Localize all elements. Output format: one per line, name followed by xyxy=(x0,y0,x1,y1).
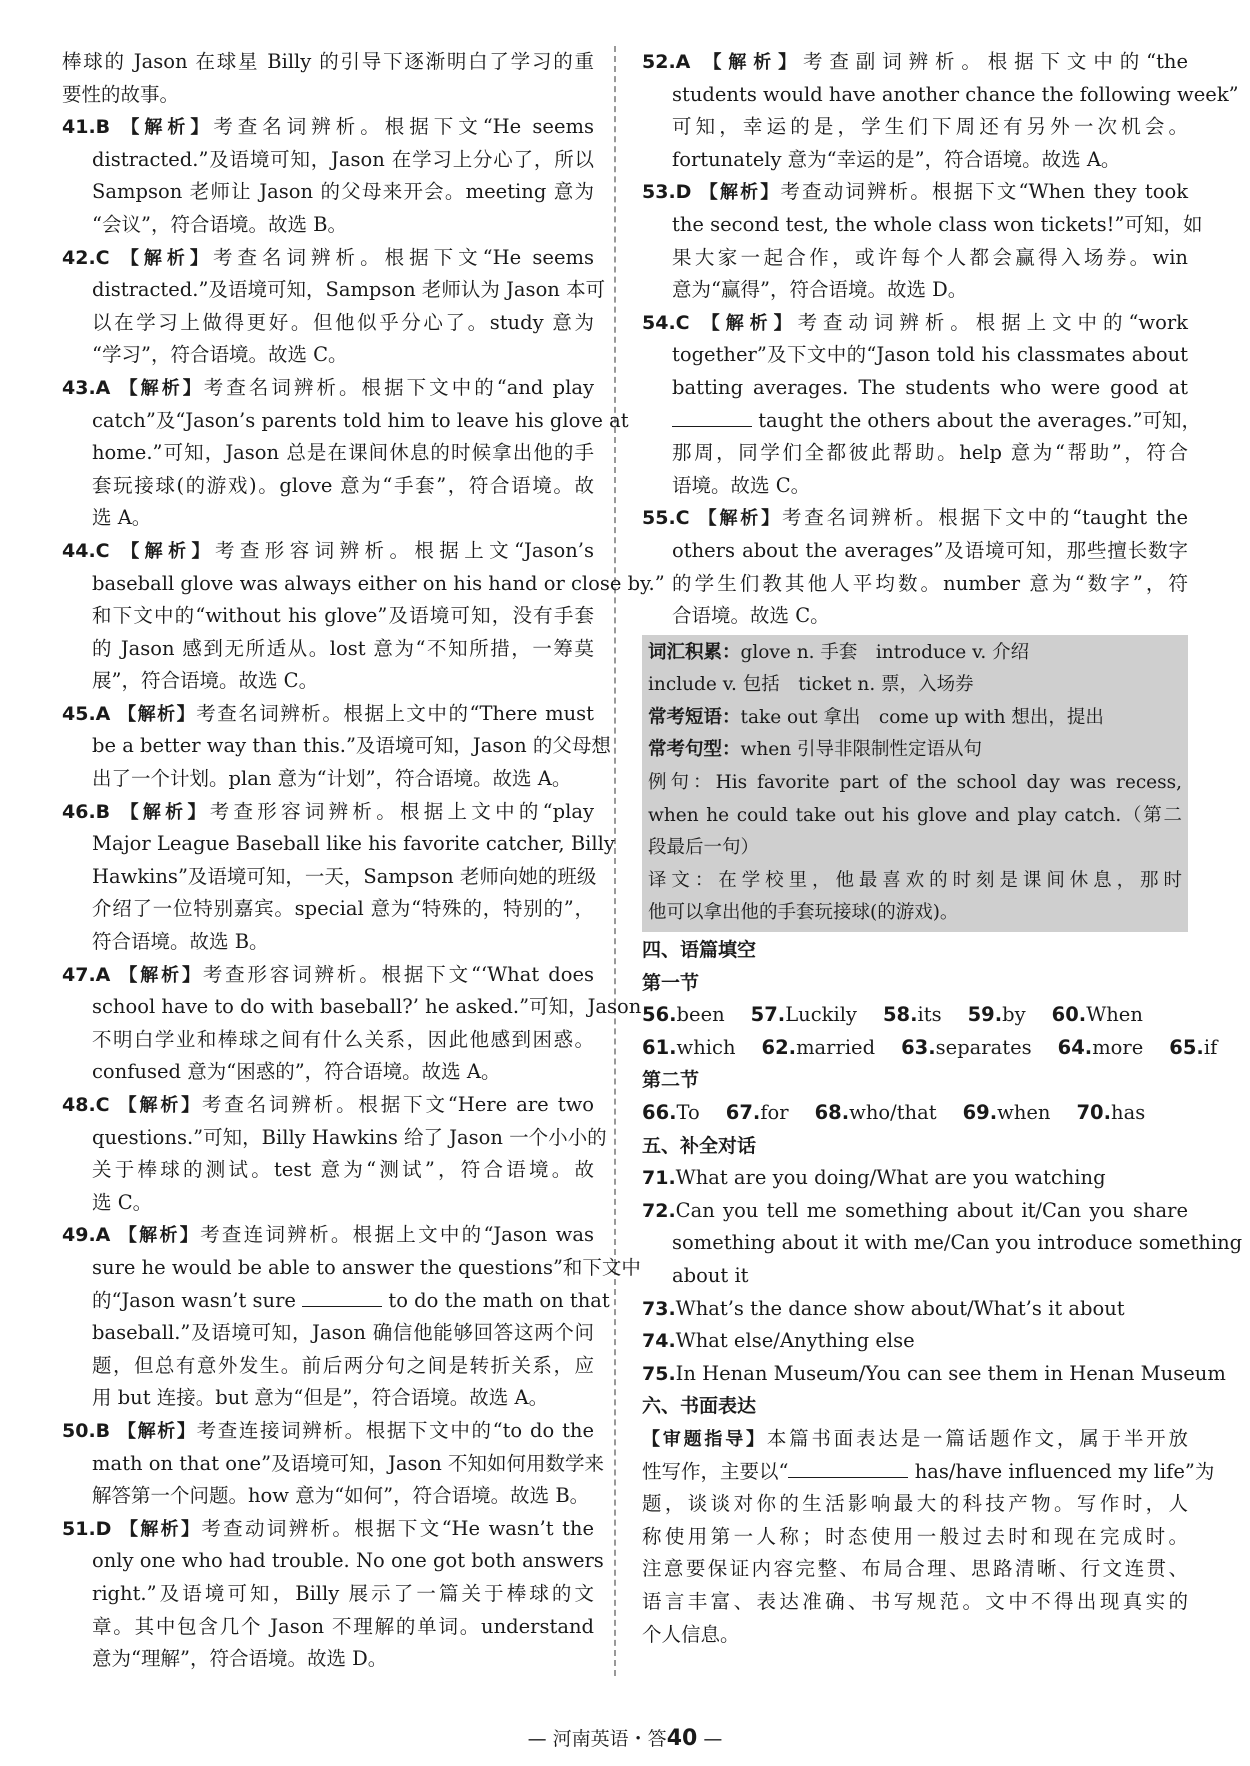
vocab-line: 常考句型：when 引导非限制性定语从句 xyxy=(648,739,983,761)
item-line: 语境。故选 C。 xyxy=(672,473,811,497)
item-number: 44.C xyxy=(62,539,110,562)
item-line: 的学生们教其他人平均数。number 意为“数字”，符 xyxy=(672,571,1188,595)
dialog-answer: 74.What else/Anything else xyxy=(642,1329,915,1353)
item-line: confused 意为“困惑的”，符合语境。故选 A。 xyxy=(92,1060,501,1084)
item-first-line xyxy=(62,698,594,731)
item-number: 53.D xyxy=(642,181,692,204)
vocab-line: when he could take out his glove and play catch.（第二 xyxy=(648,804,1182,826)
item-first-line xyxy=(642,46,1188,79)
dialog-answer: 72.Can you tell me something about it/Can you share xyxy=(642,1198,1188,1222)
item-line: distracted.”及语境可知，Jason 在学习上分心了，所以 xyxy=(92,147,594,171)
vocab-line: include v. 包括 ticket n. 票，入场券 xyxy=(648,674,974,696)
answer-item xyxy=(62,242,606,372)
item-first-line: 55.C 【解析】考查名词辨析。根据下文中的“taught the xyxy=(642,506,1189,530)
item-line: Sampson 老师让 Jason 的父母来开会。meeting 意为 xyxy=(92,180,594,204)
item-line: 以在学习上做得更好。但他似乎分心了。study 意为 xyxy=(92,310,594,334)
item-number: 52.A xyxy=(642,51,691,73)
item-number: 45.A xyxy=(62,702,111,725)
fill-answer: 61.which xyxy=(642,1035,736,1059)
dialog-answer: 73.What’s the dance show about/What’s it about xyxy=(642,1296,1125,1320)
item-line: students would have another chance the following week” xyxy=(672,82,1239,106)
item-line: 果大家一起合作，或许每个人都会赢得入场券。win xyxy=(672,245,1188,269)
fill-answer: 63.separates xyxy=(901,1035,1032,1059)
fill-blank xyxy=(672,408,752,427)
section-heading: 六、书面表达 xyxy=(642,1395,757,1418)
guide-line: 称使用第一人称；时态使用一般过去时和现在完成时。 xyxy=(642,1524,1188,1548)
fill-answer: 68.who/that xyxy=(814,1101,937,1124)
item-line: 符合语境。故选 B。 xyxy=(92,930,269,954)
analysis-tag: 【解析】 xyxy=(119,1518,202,1540)
item-text: 考查名词辨析。根据下文“He seems xyxy=(212,245,595,269)
left-items xyxy=(62,111,665,1219)
dialog-answer: 71.What are you doing/What are you watching xyxy=(642,1166,1106,1190)
item-line: math on that one”及语境可知，Jason 不知如何用数学来 xyxy=(92,1451,605,1475)
item-first-line xyxy=(62,242,594,275)
item-line: 章。其中包含几个 Jason 不理解的单词。understand xyxy=(92,1614,594,1638)
item-text: 考查形容词辨析。根据上文中的“play xyxy=(209,799,594,823)
item-line: 选 C。 xyxy=(92,1190,153,1214)
item-line: 的“Jason wasn’t sure to do the math on that xyxy=(92,1288,610,1312)
item-line: others about the averages”及语境可知，那些擅长数字 xyxy=(672,538,1188,562)
analysis-tag: 【解析】 xyxy=(703,52,804,73)
dialog-answer-cont: something about it with me/Can you introduce something xyxy=(672,1231,1243,1255)
right-items xyxy=(642,46,1239,307)
left-items-2 xyxy=(62,1415,605,1676)
item-first-line xyxy=(62,1089,594,1122)
fill-answer: 64.more xyxy=(1057,1035,1144,1059)
analysis-tag: 【解析】 xyxy=(120,247,213,269)
right-column xyxy=(642,46,1243,1651)
answer-item xyxy=(62,372,629,535)
item-number: 51.D xyxy=(62,1517,112,1540)
item-text: 考查形容词辨析。根据上文“Jason’s xyxy=(214,538,594,562)
item-text: 考查名词辨析。根据上文中的“There must xyxy=(196,701,595,725)
answer-item xyxy=(62,1513,604,1676)
item-line: baseball.”及语境可知，Jason 确信他能够回答这两个问 xyxy=(92,1321,594,1345)
item-first-line xyxy=(62,372,594,405)
fill-answer: 59.by xyxy=(967,1003,1026,1027)
fill-answer: 69.when xyxy=(962,1101,1051,1124)
analysis-tag: 【解析】 xyxy=(118,1095,203,1116)
item-number: 43.A xyxy=(62,376,111,399)
item-number: 48.C xyxy=(62,1094,110,1116)
item-first-line xyxy=(62,1415,594,1448)
item-line: 和下文中的“without his glove”及语境可知，没有手套 xyxy=(92,604,594,628)
item-line: questions.”可知，Billy Hawkins 给了 Jason 一个小小的 xyxy=(92,1125,607,1149)
item-text: 考查名词辨析。根据下文“He seems xyxy=(213,115,595,139)
item-line: together”及下文中的“Jason told his classmates about xyxy=(672,343,1188,367)
analysis-tag: 【解析】 xyxy=(119,964,203,986)
item-line: 不明白学业和棒球之间有什么关系，因此他感到困惑。 xyxy=(92,1027,594,1051)
analysis-tag: 【解析】 xyxy=(121,117,214,139)
item-first-line xyxy=(62,535,594,568)
item-line: fortunately 意为“幸运的是”，符合语境。故选 A。 xyxy=(672,147,1121,171)
guide-line: 语言丰富、表达准确、书写规范。文中不得出现真实的 xyxy=(642,1589,1188,1613)
item-text: 考查副词辨析。根据下文中的“the xyxy=(803,50,1189,73)
analysis-tag: 【解析】 xyxy=(121,540,215,562)
item-text: 考查动词辨析。根据下文“When they took xyxy=(780,180,1189,204)
answer-item xyxy=(642,176,1203,306)
item-number: 46.B xyxy=(62,800,111,823)
answer-row xyxy=(642,1032,1218,1065)
analysis-tag: 【解析】 xyxy=(120,801,210,823)
item-first-line xyxy=(62,959,594,992)
vocabulary-box xyxy=(642,635,1188,932)
item-line: home.”可知，Jason 总是在课间休息的时候拿出他的手 xyxy=(92,441,594,465)
answer-item xyxy=(642,46,1239,176)
fill-answer: 60.When xyxy=(1051,1003,1143,1027)
answer-item-55 xyxy=(642,502,1188,632)
answer-item xyxy=(62,959,642,1089)
dialog-answer-cont: about it xyxy=(672,1263,749,1287)
item-text: 考查名词辨析。根据下文中的“and play xyxy=(203,375,595,399)
part-heading: 第一节 xyxy=(642,971,700,994)
vocab-line: 例句：His favorite part of the school day was recess, xyxy=(648,772,1182,794)
answer-item-49 xyxy=(62,1219,641,1415)
item-text: 考查形容词辨析。根据下文“‘What does xyxy=(202,962,595,986)
item-line: batting averages. The students who were good at xyxy=(672,375,1188,399)
analysis-tag: 【解析】 xyxy=(699,182,781,204)
fill-blank xyxy=(788,1459,908,1478)
item-line: 可知，幸运的是，学生们下周还有另外一次机会。 xyxy=(672,115,1188,139)
item-line: school have to do with baseball?’ he asked.”可知，Jason xyxy=(92,995,642,1019)
guide-line: 个人信息。 xyxy=(642,1622,740,1646)
item-number: 42.C xyxy=(62,246,110,269)
answer-item xyxy=(62,796,615,959)
item-line: 展”，符合语境。故选 C。 xyxy=(92,669,319,693)
item-line: 那周，同学们全都彼此帮助。help 意为“帮助”，符合 xyxy=(672,441,1188,465)
item-first-line xyxy=(642,176,1188,209)
item-line: taught the others about the averages.”可知， xyxy=(642,405,1188,438)
item-line: baseball glove was always either on his hand or close by.” xyxy=(92,571,665,595)
answer-item-54 xyxy=(642,307,1202,503)
item-line: 合语境。故选 C。 xyxy=(672,604,830,628)
analysis-tag: 【解析】 xyxy=(119,377,204,399)
fill-answer: 66.To xyxy=(642,1101,700,1124)
answer-item xyxy=(62,535,665,698)
vocab-line: 段最后一句） xyxy=(648,837,760,859)
answer-row xyxy=(642,999,1188,1032)
fill-answer: 56.been xyxy=(642,1003,725,1027)
item-first-line xyxy=(62,796,594,829)
analysis-tag: 【解析】 xyxy=(117,1420,197,1442)
item-line: distracted.”及语境可知，Sampson 老师认为 Jason 本可 xyxy=(92,278,606,302)
item-line: 的 Jason 感到无所适从。lost 意为“不知所措，一筹莫 xyxy=(92,636,594,660)
answer-item xyxy=(62,111,594,241)
vocab-line: 译文：在学校里，他最喜欢的时刻是课间休息，那时 xyxy=(648,869,1182,891)
fill-answer: 58.its xyxy=(882,1003,942,1027)
guide-line: 题，谈谈对你的生活影响最大的科技产物。写作时，人 xyxy=(642,1492,1188,1516)
vocab-line: 常考短语：take out 拿出 come up with 想出，提出 xyxy=(648,706,1104,728)
item-text: 考查名词辨析。根据下文“Here are two xyxy=(202,1093,595,1116)
item-first-line xyxy=(62,111,594,144)
item-line: 套玩接球(的游戏)。glove 意为“手套”，符合语境。故 xyxy=(92,473,594,497)
fill-answer: 70.has xyxy=(1076,1101,1146,1124)
guide-line: 【审题指导】本篇书面表达是一篇话题作文，属于半开放 xyxy=(642,1426,1188,1450)
fill-answer: 62.married xyxy=(761,1035,876,1059)
item-first-line xyxy=(62,1513,594,1546)
item-line: sure he would be able to answer the questions”和下文中 xyxy=(92,1255,641,1279)
item-number: 41.B xyxy=(62,116,111,139)
answer-item xyxy=(62,1415,605,1513)
page-footer: — 河南英语・答40 — xyxy=(527,1726,723,1751)
answer-item xyxy=(62,1089,607,1219)
fill-answer: 67.for xyxy=(725,1101,789,1124)
guide-line: 注意要保证内容完整、布局合理、思路清晰、行文连贯、 xyxy=(642,1557,1188,1581)
item-line: 题，但总有意外发生。前后两分句之间是转折关系，应 xyxy=(92,1353,594,1377)
item-line: Major League Baseball like his favorite catcher, Billy xyxy=(92,832,615,856)
item-line: the second test, the whole class won tickets!”可知，如 xyxy=(672,212,1203,236)
item-line: 解答第一个问题。how 意为“如何”，符合语境。故选 B。 xyxy=(92,1484,590,1508)
item-text: 考查动词辨析。根据下文“He wasn’t the xyxy=(201,1516,595,1540)
item-line: Hawkins”及语境可知，一天，Sampson 老师向她的班级 xyxy=(92,864,597,888)
item-line: 意为“赢得”，符合语境。故选 D。 xyxy=(672,278,968,302)
item-number: 50.B xyxy=(62,1419,111,1442)
vocab-line: 他可以拿出他的手套玩接球(的游戏)。 xyxy=(648,902,959,924)
section-heading: 四、语篇填空 xyxy=(642,939,757,962)
analysis-tag: 【解析】 xyxy=(118,703,197,725)
guide-line: 性写作，主要以“ has/have influenced my life”为 xyxy=(642,1459,1215,1483)
item-line: 介绍了一位特别嘉宾。special 意为“特殊的，特别的”， xyxy=(92,897,594,921)
item-line: “学习”，符合语境。故选 C。 xyxy=(92,343,348,367)
section-heading: 五、补全对话 xyxy=(642,1134,757,1157)
item-line: “会议”，符合语境。故选 B。 xyxy=(92,212,347,236)
item-number: 47.A xyxy=(62,963,111,986)
left-column xyxy=(62,46,665,1676)
item-line: only one who had trouble. No one got both answers xyxy=(92,1549,604,1573)
column-divider xyxy=(614,46,616,1676)
intro-line: 要性的故事。 xyxy=(62,82,180,106)
vocab-line: 词汇积累：glove n. 手套 introduce v. 介绍 xyxy=(648,641,1030,663)
answer-item xyxy=(62,698,611,796)
item-line: be a better way than this.”及语境可知，Jason 的父母想 xyxy=(92,734,611,758)
item-line: 出了一个计划。plan 意为“计划”，符合语境。故选 A。 xyxy=(92,767,572,791)
answer-row xyxy=(642,1097,1188,1130)
fill-answer: 65.if xyxy=(1169,1035,1218,1059)
item-text: 考查连接词辨析。根据下文中的“to do the xyxy=(196,1418,594,1442)
item-line: right.”及语境可知，Billy 展示了一篇关于棒球的文 xyxy=(92,1581,594,1605)
intro-line: 棒球的 Jason 在球星 Billy 的引导下逐渐明白了学习的重 xyxy=(62,50,594,73)
item-first-line: 54.C 【解析】考查动词辨析。根据上文中的“work xyxy=(642,310,1188,334)
part-heading: 第二节 xyxy=(642,1069,700,1092)
item-line: 意为“理解”，符合语境。故选 D。 xyxy=(92,1647,388,1671)
fill-answer: 57.Luckily xyxy=(750,1003,857,1027)
item-line: 用 but 连接。but 意为“但是”，符合语境。故选 A。 xyxy=(92,1386,549,1410)
page-number: 40 xyxy=(666,1726,698,1751)
dialog-answer: 75.In Henan Museum/You can see them in Henan Museum xyxy=(642,1361,1226,1385)
fill-blank xyxy=(302,1288,382,1307)
item-line: catch”及“Jason’s parents told him to leave his glove at xyxy=(92,408,629,432)
item-first-line: 49.A 【解析】考查连词辨析。根据上文中的“Jason was xyxy=(62,1223,594,1247)
item-line: 关于棒球的测试。test 意为“测试”，符合语境。故 xyxy=(92,1158,594,1182)
item-line: 选 A。 xyxy=(92,506,152,530)
